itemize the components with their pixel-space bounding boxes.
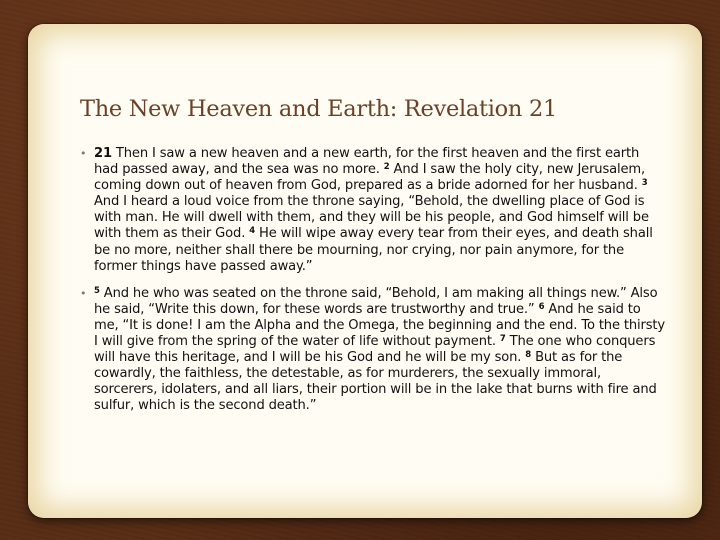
verse-text: But as for the cowardly, the faithless, the detestable, as for murderers, the sexually immoral, sorcerers, idolaters, and all liars, their portion will be in the lake that burns with fire and sulfur, which is the second death.” (94, 350, 657, 414)
verse-number: 8 (525, 350, 532, 361)
bullet-list (80, 146, 666, 415)
slide (28, 24, 702, 518)
verse-text (94, 146, 653, 274)
verse-text: He will wipe away every tear from their eyes, and death shall be no more, neither shall there be mourning, nor crying, nor pain anymore, for the former things have passed away.” (94, 226, 653, 274)
verse-text: And I saw the holy city, new Jerusalem, coming down out of heaven from God, prepared as a bride adorned for her husband. (94, 162, 646, 194)
bullet-dot-icon: • (80, 147, 87, 160)
verse-number: 7 (499, 334, 506, 345)
verse-number: 2 (383, 162, 390, 173)
bullet-item (80, 146, 666, 275)
slide-title: The New Heaven and Earth: Revelation 21 (80, 96, 557, 122)
bullet-item (80, 286, 666, 415)
verse-text: And he who was seated on the throne said, “Behold, I am making all things new.” Also he said, “Write this down, for these words are trustworthy and true.” (94, 285, 658, 317)
verse-number: 4 (249, 226, 255, 237)
verse-text (94, 286, 665, 414)
verse-number: 5 (94, 285, 100, 296)
bullet-dot-icon: • (80, 286, 87, 300)
verse-number: 21 (94, 146, 112, 161)
verse-text: And I heard a loud voice from the throne saying, “Behold, the dwelling place of God is with man. He will dwell with them, and they will be his people, and God himself will be with them as their God. (94, 194, 649, 242)
verse-number: 6 (538, 301, 545, 312)
verse-text: The one who conquers will have this heritage, and I will be his God and he will be my son. (94, 334, 656, 366)
verse-number: 3 (641, 178, 648, 189)
verse-text: Then I saw a new heaven and a new earth, for the first heaven and the first earth had passed away, and the sea was no more. (94, 146, 640, 178)
verse-text: And he said to me, “It is done! I am the Alpha and the Omega, the beginning and the end. To the thirsty I will give from the spring of the water of life without payment. (94, 301, 665, 350)
